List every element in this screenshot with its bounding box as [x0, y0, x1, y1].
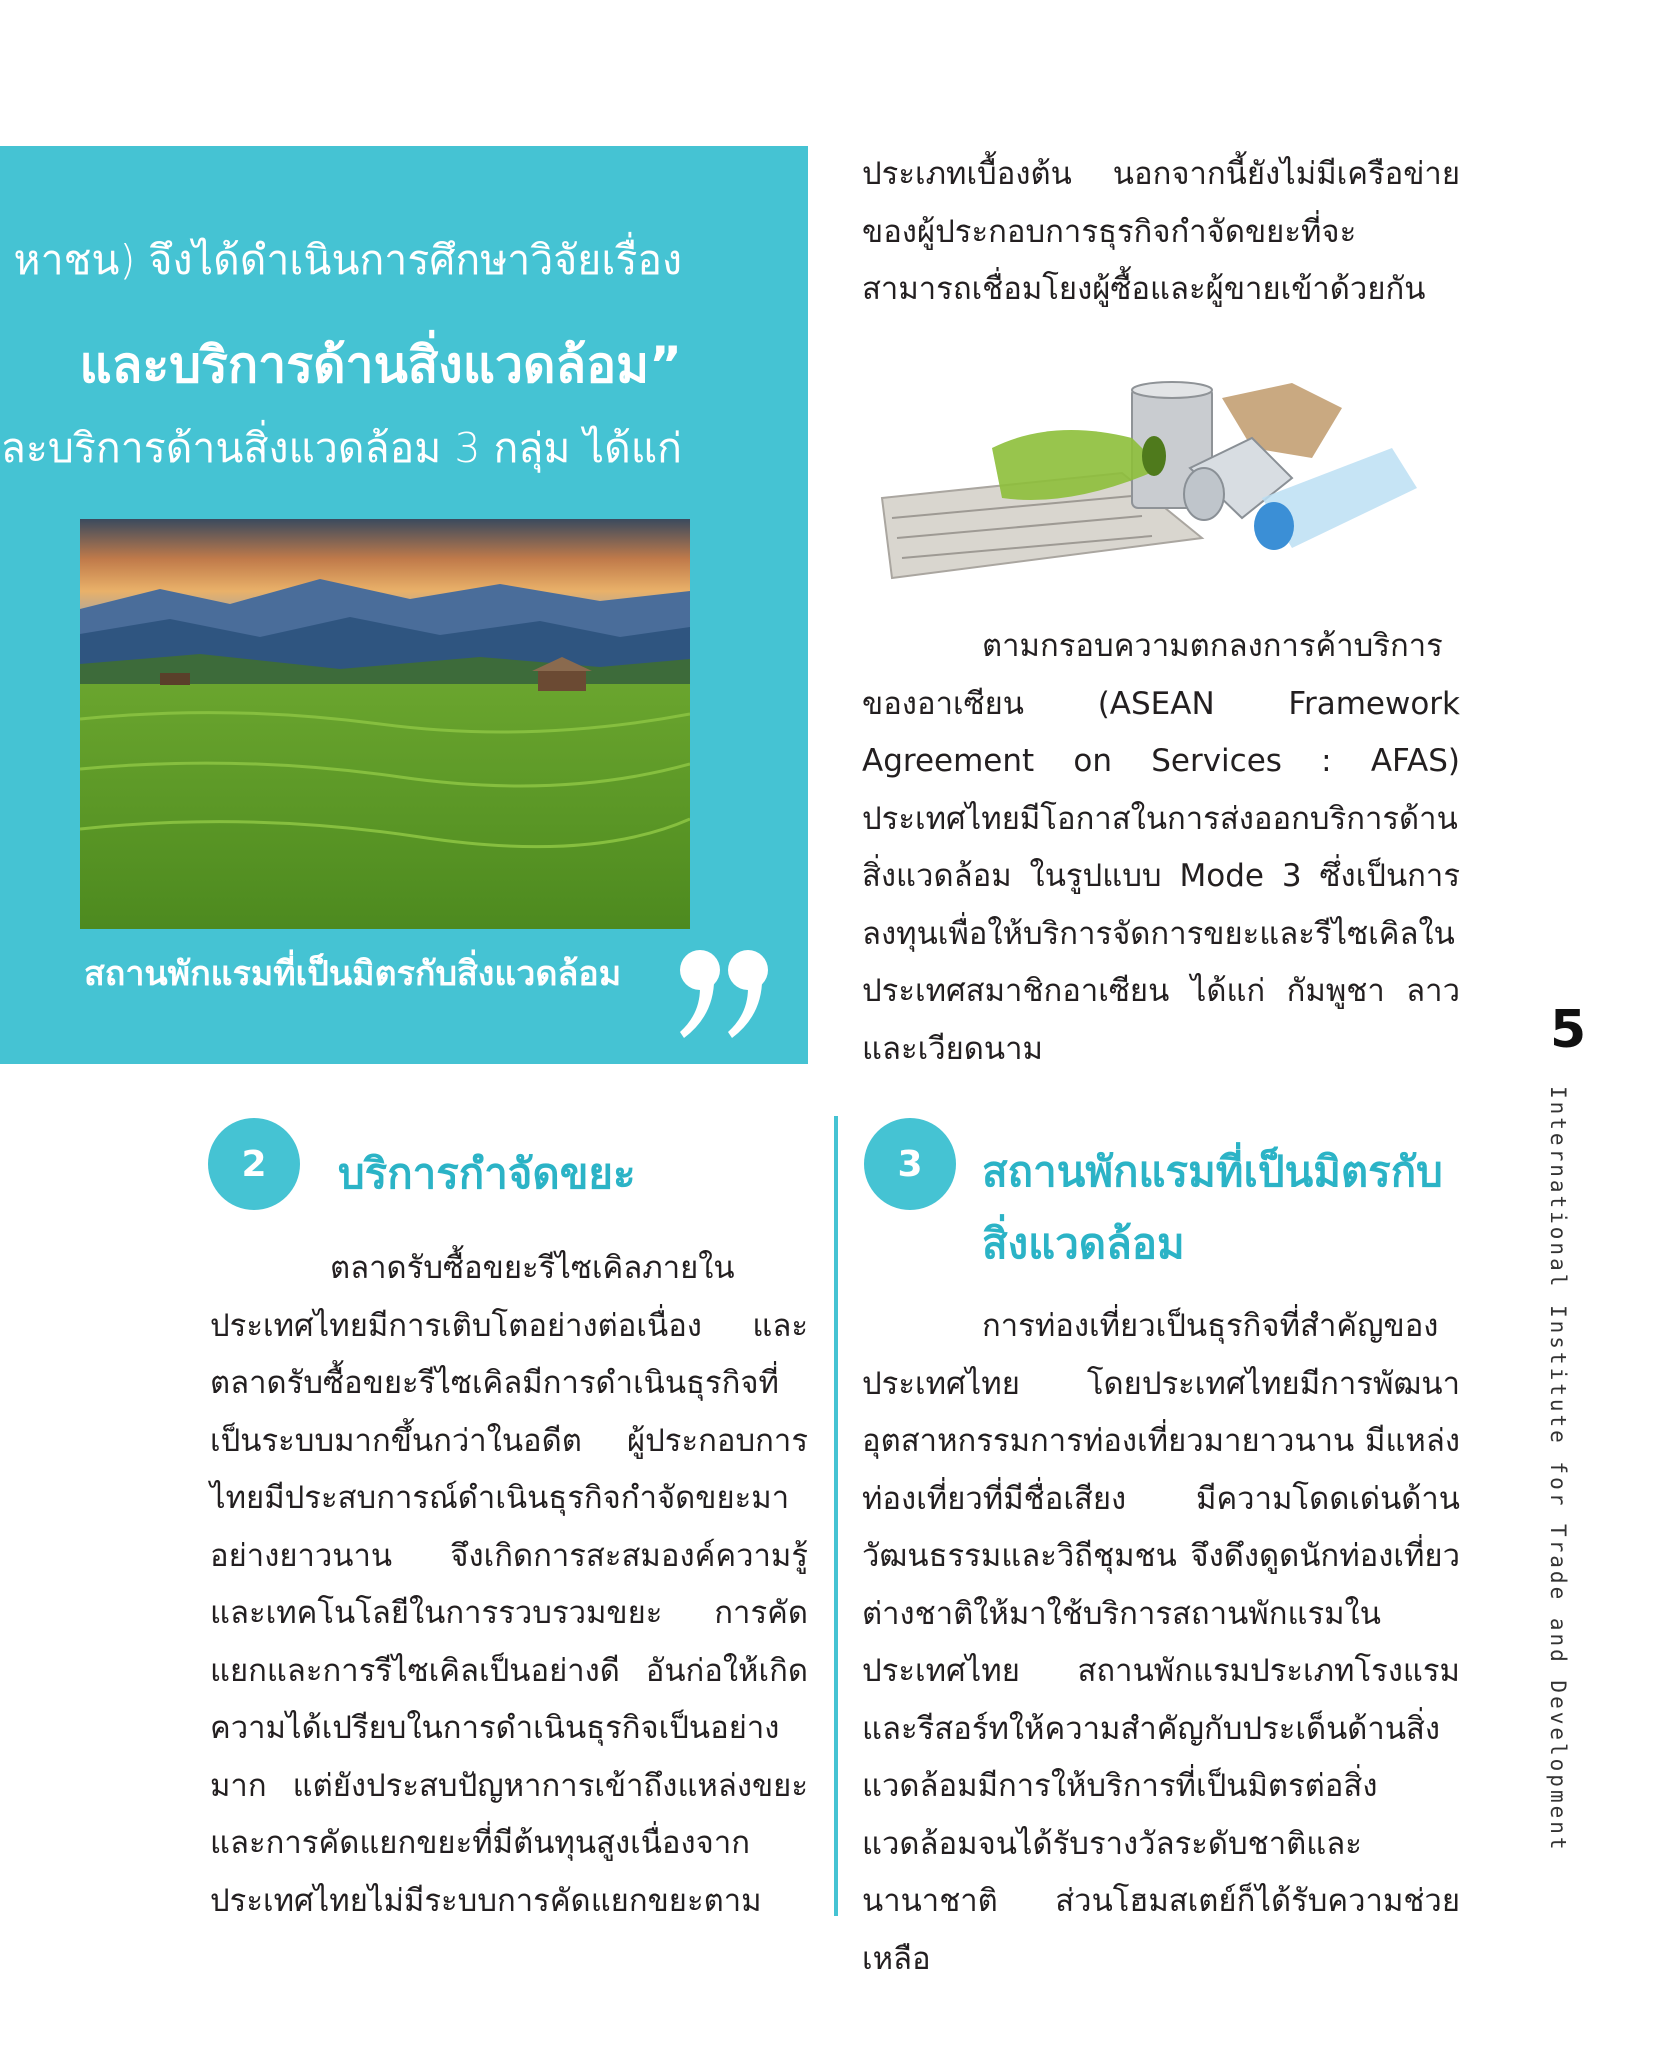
section-2-title: บริการกำจัดขยะ [338, 1149, 636, 1198]
section-3-body: การท่องเที่ยวเป็นธุรกิจที่สำคัญของประเทศไทย โดยประเทศไทยมีการพัฒนาอุตสาหกรรมการท่องเที่ยวมายาวนาน มีแหล่งท่องเที่ยวที่มีชื่อเสียง มีความโดดเด่นด้านวัฒนธรรมและวิถีชุมชน จึงดึงดูดนักท่องเที่ยวต่างชาติให้มาใช้บริการสถานพักแรมในประเทศไทย สถานพักแรมประเภทโรงแรมและรีสอร์ทให้ความสำคัญกับประเด็นด้านสิ่งแวดล้อมมีการให้บริการที่เป็นมิตรต่อสิ่งแวดล้อมจนได้รับรางวัลระดับชาติและนานาชาติ ส่วนโฮมสเตย์ก็ได้รับความช่วยเหลือ [862, 1308, 1460, 1977]
page-number: 5 [1550, 1000, 1587, 1060]
section-3-number-badge: 3 [864, 1118, 956, 1210]
section-3-title: สถานพักแรมที่เป็นมิตรกับ สิ่งแวดล้อม [982, 1147, 1443, 1268]
closing-quote-icon [670, 936, 780, 1046]
recyclable-waste-photo [872, 378, 1432, 588]
section-2-number-badge: 2 [208, 1118, 300, 1210]
highlight-caption: สถานพักแรมที่เป็นมิตรกับสิ่งแวดล้อม [84, 954, 622, 994]
top-right-paragraph-1: ประเภทเบื้องต้น นอกจากนี้ยังไม่มีเครือข่ายของผู้ประกอบการธุรกิจกำจัดขยะที่จะสามารถเชื่อมโยงผู้ซื้อและผู้ขายเข้าด้วยกัน [862, 156, 1460, 307]
highlight-line-3: ละบริการด้านสิ่งแวดล้อม 3 กลุ่ม ได้แก่ [0, 424, 682, 472]
column-divider [834, 1116, 838, 1916]
highlight-line-1: หาชน) จึงได้ดำเนินการศึกษาวิจัยเรื่อง [13, 236, 682, 284]
section-2-body: ตลาดรับซื้อขยะรีไซเคิลภายในประเทศไทยมีการเติบโตอย่างต่อเนื่อง และตลาดรับซื้อขยะรีไซเคิลมีการดำเนินธุรกิจที่เป็นระบบมากขึ้นกว่าในอดีต ผู้ประกอบการไทยมีประสบการณ์ดำเนินธุรกิจกำจัดขยะมาอย่างยาวนาน จึงเกิดการสะสมองค์ความรู้และเทคโนโลยีในการรวบรวมขยะ การคัดแยกและการรีไซเคิลเป็นอย่างดี อันก่อให้เกิดความได้เปรียบในการดำเนินธุรกิจเป็นอย่างมาก แต่ยังประสบปัญหาการเข้าถึงแหล่งขยะและการคัดแยกขยะที่มีต้นทุนสูงเนื่องจากประเทศไทยไม่มีระบบการคัดแยกขยะตาม [210, 1250, 808, 1919]
side-institute-label: International Institute for Trade and Development [1546, 1086, 1570, 1853]
highlight-box [0, 146, 808, 1064]
rice-field-landscape-photo [80, 519, 690, 929]
top-right-paragraph-2: ตามกรอบความตกลงการค้าบริการของอาเซียน (ASEAN Framework Agreement on Services : AFAS) ประเทศไทยมีโอกาสในการส่งออกบริการด้านสิ่งแวดล้อม ในรูปแบบ Mode 3 ซึ่งเป็นการลงทุนเพื่อให้บริการจัดการขยะและรีไซเคิลในประเทศสมาชิกอาเซียน ได้แก่ กัมพูชา ลาว และเวียดนาม [862, 628, 1460, 1067]
highlight-line-2: และบริการด้านสิ่งแวดล้อม” [79, 336, 682, 394]
